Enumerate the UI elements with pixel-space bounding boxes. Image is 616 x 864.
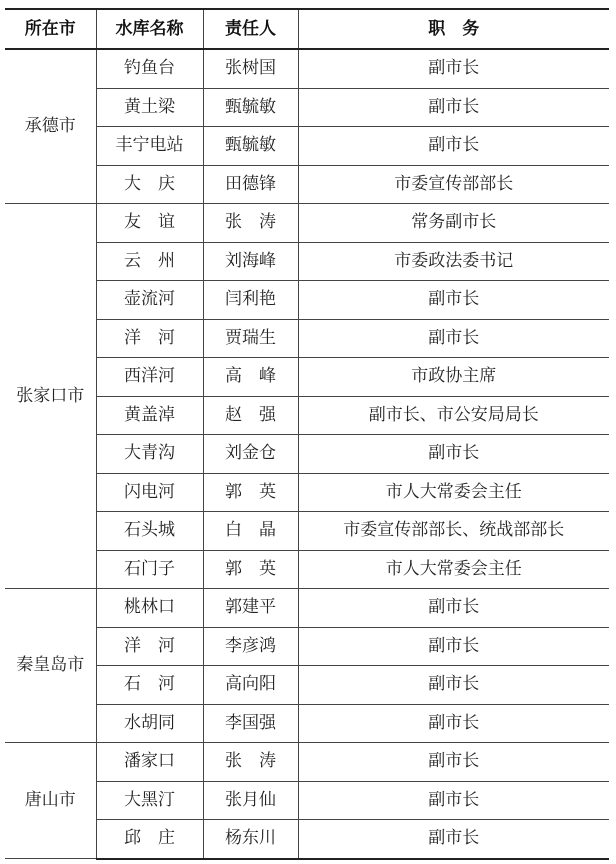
duty-cell: 副市长: [298, 435, 609, 474]
table-row: [5, 242, 609, 281]
table-row: [5, 127, 609, 166]
reservoir-responsibility-table: [5, 8, 609, 860]
reservoir-name-cell: 大 庆: [96, 165, 203, 204]
table-row: [5, 358, 609, 397]
responsible-person-cell: 张月仙: [203, 781, 298, 820]
table-row: [5, 820, 609, 859]
table-row: [5, 396, 609, 435]
responsible-person-cell: 杨东川: [203, 820, 298, 859]
responsible-person-cell: 白 晶: [203, 512, 298, 551]
reservoir-name-cell: 石头城: [96, 512, 203, 551]
reservoir-name-cell: 友 谊: [96, 204, 203, 243]
reservoir-name-cell: 洋 河: [96, 627, 203, 666]
table-row: [5, 435, 609, 474]
city-cell: 张家口市: [5, 204, 96, 589]
reservoir-name-cell: 石门子: [96, 550, 203, 589]
duty-cell: 市政协主席: [298, 358, 609, 397]
reservoir-name-cell: 潘家口: [96, 743, 203, 782]
duty-cell: 副市长、市公安局局长: [298, 396, 609, 435]
table-row: [5, 319, 609, 358]
responsible-person-cell: 贾瑞生: [203, 319, 298, 358]
reservoir-name-cell: 大黑汀: [96, 781, 203, 820]
duty-cell: 市委宣传部部长、统战部部长: [298, 512, 609, 551]
responsible-person-cell: 甄毓敏: [203, 127, 298, 166]
table-row: [5, 704, 609, 743]
responsible-person-cell: 高向阳: [203, 666, 298, 705]
responsible-person-cell: 刘海峰: [203, 242, 298, 281]
table-row: [5, 512, 609, 551]
duty-cell: 副市长: [298, 49, 609, 88]
reservoir-name-cell: 黄盖淖: [96, 396, 203, 435]
reservoir-name-cell: 大青沟: [96, 435, 203, 474]
responsible-person-cell: 高 峰: [203, 358, 298, 397]
table-row: [5, 627, 609, 666]
duty-cell: 副市长: [298, 627, 609, 666]
header-person: 责任人: [203, 9, 298, 49]
table-row: [5, 589, 609, 628]
table-body: [5, 49, 609, 859]
reservoir-name-cell: 邱 庄: [96, 820, 203, 859]
table-row: [5, 666, 609, 705]
table-row: [5, 781, 609, 820]
responsible-person-cell: 张树国: [203, 49, 298, 88]
duty-cell: 副市长: [298, 666, 609, 705]
duty-cell: 副市长: [298, 589, 609, 628]
city-cell: 承德市: [5, 49, 96, 204]
responsible-person-cell: 刘金仓: [203, 435, 298, 474]
duty-cell: 市人大常委会主任: [298, 473, 609, 512]
duty-cell: 副市长: [298, 820, 609, 859]
duty-cell: 副市长: [298, 781, 609, 820]
reservoir-name-cell: 闪电河: [96, 473, 203, 512]
header-duty: 职 务: [298, 9, 609, 49]
responsible-person-cell: 李彦鸿: [203, 627, 298, 666]
reservoir-name-cell: 黄土梁: [96, 88, 203, 127]
table-row: [5, 204, 609, 243]
responsible-person-cell: 赵 强: [203, 396, 298, 435]
responsible-person-cell: 甄毓敏: [203, 88, 298, 127]
table-row: [5, 165, 609, 204]
duty-cell: 副市长: [298, 743, 609, 782]
reservoir-name-cell: 西洋河: [96, 358, 203, 397]
responsible-person-cell: 李国强: [203, 704, 298, 743]
responsible-person-cell: 张 涛: [203, 204, 298, 243]
reservoir-name-cell: 桃林口: [96, 589, 203, 628]
responsible-person-cell: 郭建平: [203, 589, 298, 628]
responsible-person-cell: 张 涛: [203, 743, 298, 782]
duty-cell: 副市长: [298, 281, 609, 320]
reservoir-name-cell: 洋 河: [96, 319, 203, 358]
table-row: [5, 550, 609, 589]
reservoir-name-cell: 丰宁电站: [96, 127, 203, 166]
table-row: [5, 743, 609, 782]
table-row: [5, 281, 609, 320]
table-row: [5, 473, 609, 512]
header-reservoir: 水库名称: [96, 9, 203, 49]
reservoir-name-cell: 钓鱼台: [96, 49, 203, 88]
duty-cell: 市委宣传部部长: [298, 165, 609, 204]
header-row: [5, 9, 609, 49]
table-row: [5, 49, 609, 88]
duty-cell: 副市长: [298, 88, 609, 127]
duty-cell: 市人大常委会主任: [298, 550, 609, 589]
duty-cell: 市委政法委书记: [298, 242, 609, 281]
duty-cell: 副市长: [298, 127, 609, 166]
reservoir-name-cell: 壶流河: [96, 281, 203, 320]
responsible-person-cell: 闫利艳: [203, 281, 298, 320]
reservoir-name-cell: 石 河: [96, 666, 203, 705]
responsible-person-cell: 郭 英: [203, 473, 298, 512]
city-cell: 唐山市: [5, 743, 96, 859]
table-row: [5, 88, 609, 127]
responsible-person-cell: 田德锋: [203, 165, 298, 204]
reservoir-name-cell: 水胡同: [96, 704, 203, 743]
city-cell: 秦皇岛市: [5, 589, 96, 743]
reservoir-name-cell: 云 州: [96, 242, 203, 281]
duty-cell: 常务副市长: [298, 204, 609, 243]
duty-cell: 副市长: [298, 319, 609, 358]
header-city: 所在市: [5, 9, 96, 49]
responsible-person-cell: 郭 英: [203, 550, 298, 589]
duty-cell: 副市长: [298, 704, 609, 743]
